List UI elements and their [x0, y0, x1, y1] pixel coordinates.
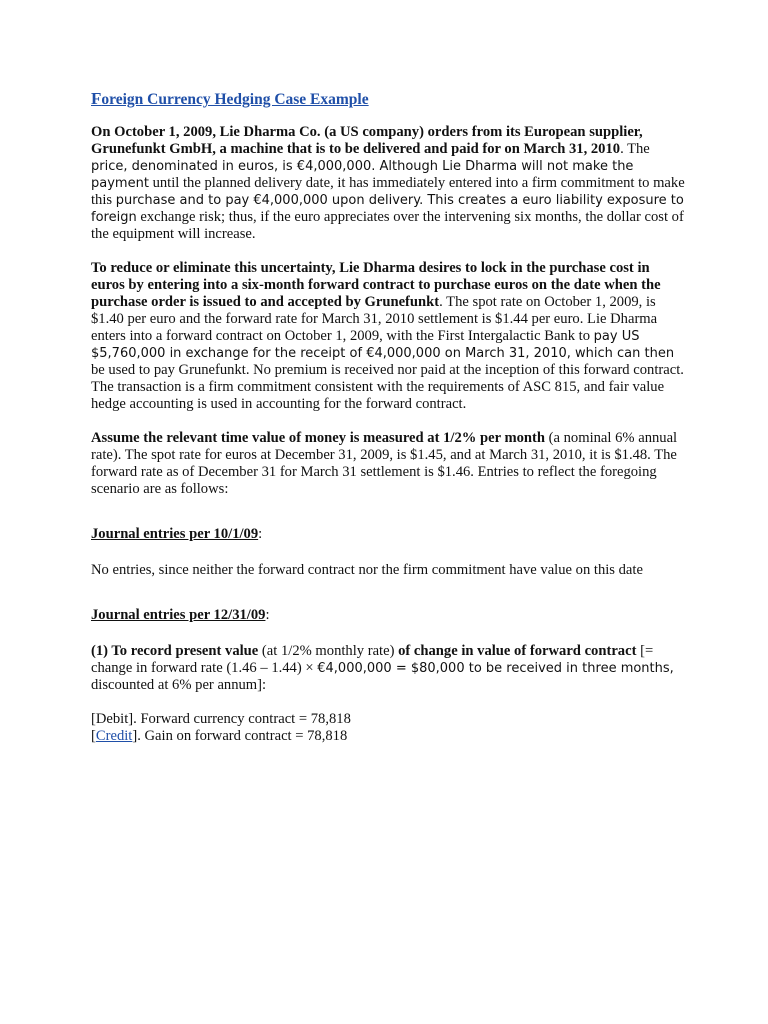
paragraph-forward-text-a: . The spot rate on October 1, 2009, is $1.40 per euro and the forward rate for March 31, 2010 settlement is $1.44 per euro. Lie Dharma enters into a forward contract on October 1, 2009, with the First Intergalactic Bank to: [91, 294, 658, 344]
section-heading-100109-text: Journal entries per 10/1/09: [91, 526, 259, 542]
credit-open-bracket: [: [91, 728, 96, 744]
section-heading-100109-colon: :: [258, 526, 263, 542]
credit-line: [91, 728, 686, 745]
entry-description-text-b: [= change in forward rate (1.46 – 1.44) ×: [91, 643, 654, 676]
section-heading-123109-colon: :: [265, 607, 270, 623]
paragraph-assumptions: [91, 430, 686, 498]
paragraph-intro-text-c: until the planned delivery date, it has immediately entered into a firm commitment to make this: [91, 175, 685, 208]
entry-description-bold-b: of change in value of forward contract: [398, 643, 637, 659]
paragraph-forward-contract: [91, 260, 686, 413]
paragraph-forward-text-c: be used to pay Grunefunkt. No premium is received nor paid at the inception of this forward contract. The transaction is a firm commitment consistent with the requirements of ASC 815, and fair value hedge accounting is used in accounting for the forward contract.: [91, 362, 684, 412]
document-title: [91, 90, 686, 108]
paragraph-intro-bold: On October 1, 2009, Lie Dharma Co. (a US company) orders from its European supplier, Grunefunkt GmbH, a machine that is to be delivered and paid for on March 31, 2010: [91, 124, 643, 157]
paragraph-intro-text-e: exchange risk; thus, if the euro appreciates over the intervening six months, the dollar cost of the equipment will increase.: [91, 209, 684, 242]
entry-description-text-d: discounted at 6% per annum]:: [91, 677, 267, 693]
entry-description-bold-a: (1) To record present value: [91, 643, 259, 659]
entry-description-text-a: (at 1/2% monthly rate): [258, 643, 399, 659]
title-rest: oreign Currency Hedging Case Example: [101, 91, 369, 108]
paragraph-assumptions-text: (a nominal 6% annual rate). The spot rate for euros at December 31, 2009, is $1.45, and at March 31, 2010, it is $1.48. The forward rate as of December 31 for March 31 settlement is $1.46. Entries to reflect the foregoing scenario are as follows:: [91, 430, 678, 497]
section-heading-100109: [91, 526, 686, 543]
paragraph-intro-text-b: price, denominated in euros, is €4,000,000. Although Lie Dharma will not make the payment: [91, 159, 634, 191]
paragraph-intro: [91, 124, 686, 243]
section-100109-body: No entries, since neither the forward contract nor the firm commitment have value on this date: [91, 562, 643, 578]
section-heading-123109: [91, 607, 686, 624]
paragraph-assumptions-bold: Assume the relevant time value of money is measured at 1/2% per month: [91, 430, 545, 446]
paragraph-forward-bold: To reduce or eliminate this uncertainty, Lie Dharma desires to lock in the purchase cost in euros by entering into a six-month forward contract to purchase euros on the date when the purchase order is issued to and accepted by Grunefunkt: [91, 260, 661, 310]
title-first-letter: F: [91, 89, 102, 108]
credit-link[interactable]: Credit: [95, 728, 133, 744]
document-content: [91, 90, 686, 745]
entry-description-text-c: €4,000,000 = $80,000 to be received in three months,: [317, 661, 674, 676]
spacer: [91, 498, 686, 526]
paragraph-intro-text-a: . The: [620, 141, 650, 157]
paragraph-forward-text-b: pay US $5,760,000 in exchange for the receipt of €4,000,000 on March 31, 2010, which can then: [91, 329, 675, 361]
section-heading-123109-text: Journal entries per 12/31/09: [91, 607, 266, 623]
debit-line: [Debit]. Forward currency contract = 78,818: [91, 711, 351, 727]
credit-rest: ]. Gain on forward contract = 78,818: [132, 728, 348, 744]
entry-description: [91, 643, 686, 694]
spacer: [91, 579, 686, 607]
paragraph-intro-text-d: purchase and to pay €4,000,000 upon delivery. This creates a euro liability exposure to foreign: [91, 193, 684, 225]
